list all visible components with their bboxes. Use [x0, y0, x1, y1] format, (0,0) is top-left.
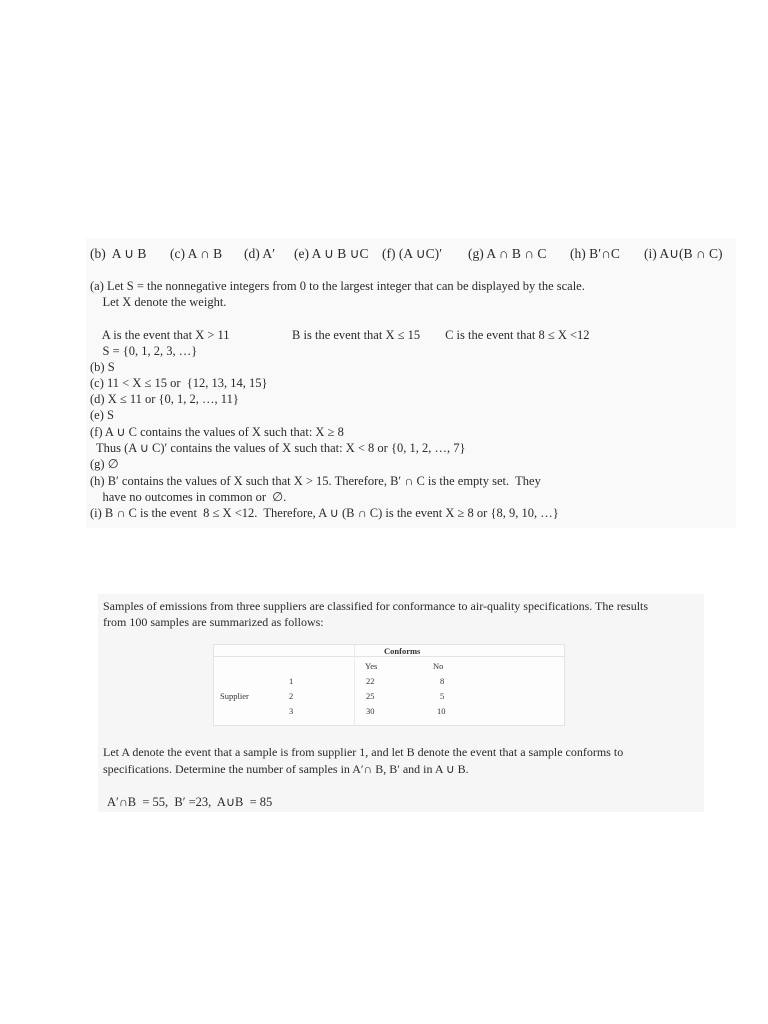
solution-line-sample-space: S = {0, 1, 2, 3, …} [90, 344, 198, 358]
question-line2: specifications. Determine the number of samples in A′∩ B, B′ and in A ∪ B. [103, 762, 469, 776]
table-supplier-3: 3 [289, 706, 294, 716]
part-f: (f) (A ∪C)′ [382, 246, 443, 261]
solution-line-h2: have no outcomes in common or ∅. [90, 490, 287, 504]
solution-line-h: (h) B′ contains the values of X such that X > 15. Therefore, B′ ∩ C is the empty set. They [90, 474, 541, 488]
table-yes-3: 30 [366, 706, 375, 716]
part-c: (c) A ∩ B [170, 246, 223, 261]
solution-line-g: (g) ∅ [90, 457, 119, 471]
part-i: (i) A∪(B ∩ C) [644, 246, 723, 261]
part-h: (h) B′∩C [570, 246, 620, 261]
table-row-label: Supplier [220, 691, 249, 701]
table-yes-2: 25 [366, 691, 375, 701]
table-no-3: 10 [437, 706, 446, 716]
solution-line-c: (c) 11 < X ≤ 15 or {12, 13, 14, 15} [90, 376, 268, 390]
part-b: (b) A ∪ B [90, 246, 147, 261]
table-supplier-2: 2 [289, 691, 294, 701]
solution-line-a: (a) Let S = the nonnegative integers from 0 to the largest integer that can be displayed by the scale. [90, 279, 585, 293]
conformance-table [213, 644, 565, 726]
supplier-problem [98, 594, 704, 812]
solution-line-e: (e) S [90, 408, 114, 422]
solution-line-d: (d) X ≤ 11 or {0, 1, 2, …, 11} [90, 392, 239, 406]
table-col-yes: Yes [365, 661, 378, 671]
part-d: (d) A′ [244, 246, 276, 261]
table-no-1: 8 [440, 676, 445, 686]
problem-intro-line2: from 100 samples are summarized as follows: [103, 615, 324, 629]
table-col-no: No [433, 661, 444, 671]
table-yes-1: 22 [366, 676, 375, 686]
solution-line-events: A is the event that X > 11 B is the event that X ≤ 15 C is the event that 8 ≤ X <12 [90, 328, 590, 342]
solution-line-f: (f) A ∪ C contains the values of X such that: X ≥ 8 [90, 425, 344, 439]
part-g: (g) A ∩ B ∩ C [468, 246, 547, 261]
solution-line-f2: Thus (A ∪ C)′ contains the values of X such that: X < 8 or {0, 1, 2, …, 7} [90, 441, 466, 455]
question-line1: Let A denote the event that a sample is from supplier 1, and let B denote the event that a sample conforms to [103, 745, 624, 759]
problem-intro-line1: Samples of emissions from three suppliers are classified for conformance to air-quality specifications. The results [103, 599, 649, 613]
table-supplier-1: 1 [289, 676, 294, 686]
set-operations-solution [86, 238, 736, 528]
table-no-2: 5 [440, 691, 445, 701]
solution-line-a2: Let X denote the weight. [90, 295, 227, 309]
answer-line: A′∩B = 55, B′ =23, A∪B = 85 [107, 795, 273, 809]
part-e: (e) A ∪ B ∪C [294, 246, 369, 261]
table-group-header: Conforms [384, 646, 421, 656]
solution-line-i: (i) B ∩ C is the event 8 ≤ X <12. Therefore, A ∪ (B ∩ C) is the event X ≥ 8 or {8, 9, 10, …} [90, 506, 559, 520]
solution-line-b: (b) S [90, 360, 115, 374]
